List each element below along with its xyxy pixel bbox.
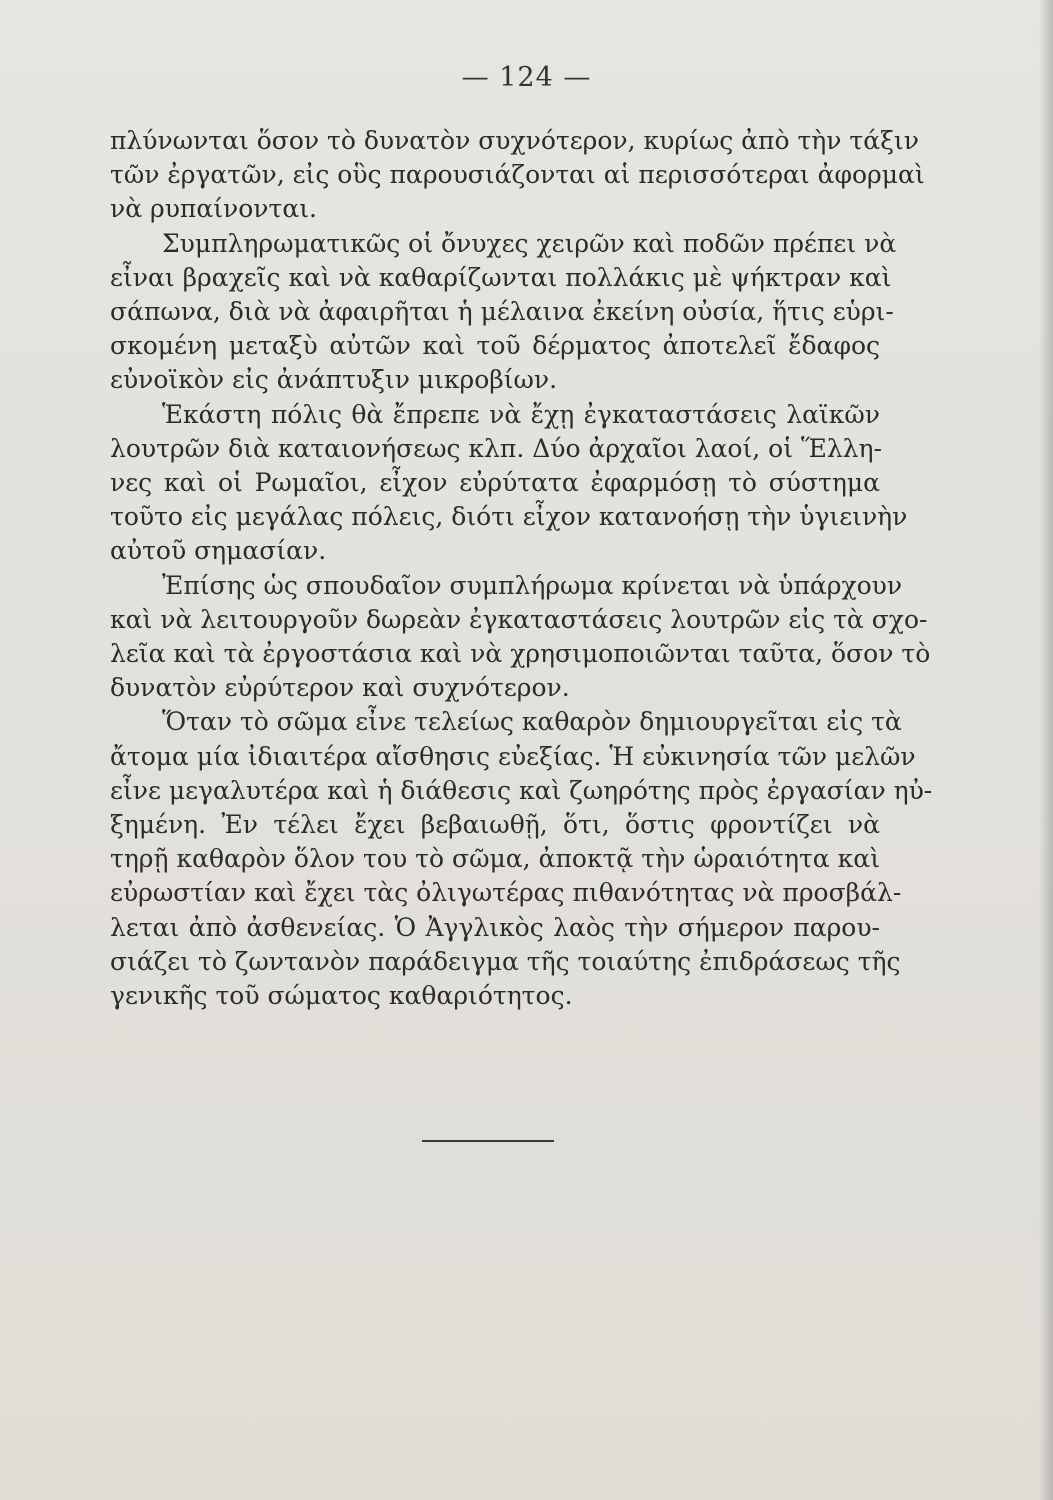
- text-line: ξημένη. Ἐν τέλει ἔχει βεβαιωθῇ, ὅτι, ὅστις φροντίζει νὰ: [110, 810, 880, 840]
- text-line: λεῖα καὶ τὰ ἐργοστάσια καὶ νὰ χρησιμοποιῶνται ταῦτα, ὅσον τὸ: [110, 639, 931, 669]
- body-text: [110, 124, 933, 1013]
- text-line: Ἑκάστη πόλις θὰ ἔπρεπε νὰ ἔχῃ ἐγκαταστάσεις λαϊκῶν: [162, 399, 880, 429]
- text-line: τῶν ἐργατῶν, εἰς οὓς παρουσιάζονται αἱ περισσότεραι ἀφορμαὶ: [110, 160, 925, 190]
- text-line: Ἐπίσης ὡς σπουδαῖον συμπλήρωμα κρίνεται νὰ ὑπάρχουν: [162, 570, 903, 600]
- text-line: Συμπληρωματικῶς οἱ ὄνυχες χειρῶν καὶ ποδῶν πρέπει νὰ: [162, 228, 897, 258]
- text-line: νὰ ρυπαίνονται.: [110, 194, 317, 224]
- text-line: τηρῇ καθαρὸν ὅλον του τὸ σῶμα, ἀποκτᾷ τὴν ὡραιότητα καὶ: [110, 844, 880, 874]
- section-end-rule: [422, 1140, 554, 1142]
- text-line: εὐνοϊκὸν εἰς ἀνάπτυξιν μικροβίων.: [110, 365, 558, 395]
- text-line: λεται ἀπὸ ἀσθενείας. Ὁ Ἀγγλικὸς λαὸς τὴν σήμερον παρου-: [110, 912, 880, 942]
- page-edge-shadow: [1039, 0, 1053, 1500]
- text-line: πλύνωνται ὅσον τὸ δυνατὸν συχνότερον, κυρίως ἀπὸ τὴν τάξιν: [110, 126, 919, 155]
- text-line: σιάζει τὸ ζωντανὸν παράδειγμα τῆς τοιαύτης ἐπιδράσεως τῆς: [110, 946, 901, 976]
- text-line: δυνατὸν εὐρύτερον καὶ συχνότερον.: [110, 673, 570, 703]
- text-line: νες καὶ οἱ Ρωμαῖοι, εἶχον εὐρύτατα ἐφαρμόσῃ τὸ σύστημα: [110, 468, 880, 498]
- text-line: εἶναι βραχεῖς καὶ νὰ καθαρίζωνται πολλάκις μὲ ψήκτραν καὶ: [110, 262, 892, 292]
- text-line: γενικῆς τοῦ σώματος καθαριότητος.: [110, 981, 573, 1011]
- text-line: καὶ νὰ λειτουργοῦν δωρεὰν ἐγκαταστάσεις λουτρῶν εἰς τὰ σχο-: [110, 604, 928, 634]
- text-line: εὐρωστίαν καὶ ἔχει τὰς ὀλιγωτέρας πιθανότητας νὰ προσβάλ-: [110, 878, 902, 908]
- text-line: αὐτοῦ σημασίαν.: [110, 536, 327, 566]
- text-line: Ὅταν τὸ σῶμα εἶνε τελείως καθαρὸν δημιουργεῖται εἰς τὰ: [162, 707, 902, 737]
- page-number: — 124 —: [461, 62, 592, 93]
- text-line: λουτρῶν διὰ καταιονήσεως κλπ. Δύο ἀρχαῖοι λαοί, οἱ Ἕλλη-: [110, 433, 882, 463]
- text-line: σάπωνα, διὰ νὰ ἀφαιρῆται ἡ μέλαινα ἐκείνη οὐσία, ἥτις εὑρι-: [110, 297, 894, 327]
- text-line: ἄτομα μία ἰδιαιτέρα αἴσθησις εὐεξίας. Ἡ εὐκινησία τῶν μελῶν: [110, 741, 916, 771]
- text-line: τοῦτο εἰς μεγάλας πόλεις, διότι εἶχον κατανοήσῃ τὴν ὑγιεινὴν: [110, 502, 908, 532]
- text-line: σκομένη μεταξὺ αὐτῶν καὶ τοῦ δέρματος ἀποτελεῖ ἔδαφος: [110, 331, 880, 361]
- text-line: εἶνε μεγαλυτέρα καὶ ἡ διάθεσις καὶ ζωηρότης πρὸς ἐργασίαν ηὐ-: [110, 775, 933, 805]
